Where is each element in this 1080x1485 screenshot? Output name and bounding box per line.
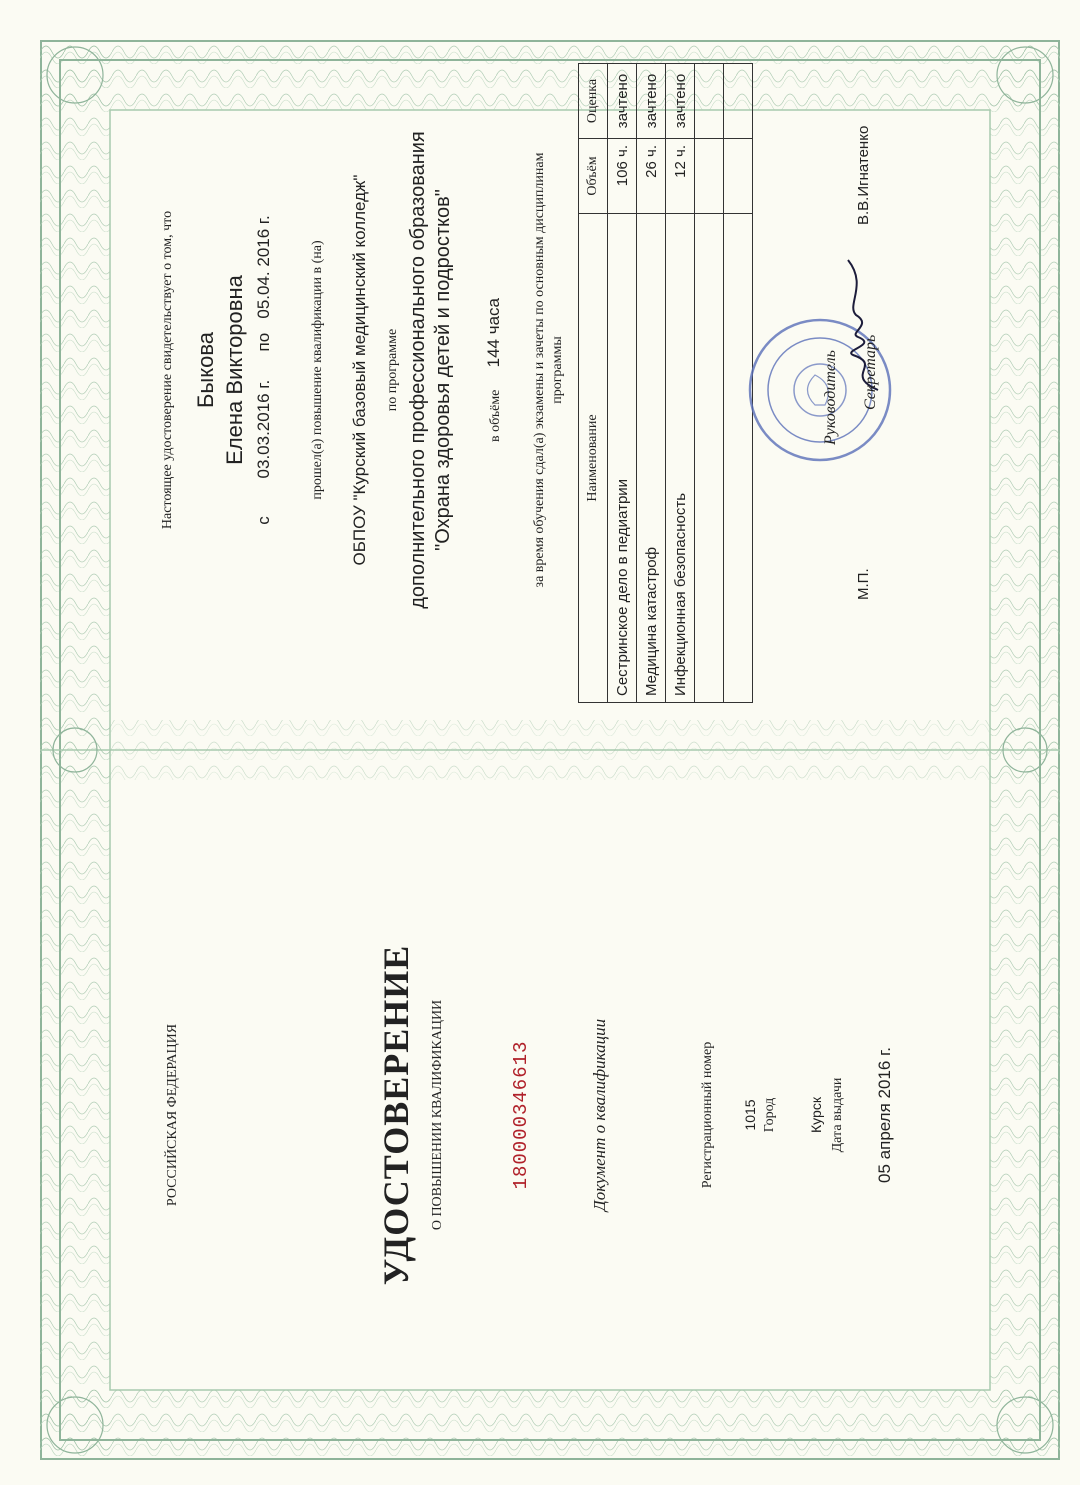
passed-text: прошел(а) повышение квалификации в (на) <box>310 240 325 500</box>
city-value: Курск <box>808 1097 824 1133</box>
head-name: В.В.Игнатенко <box>855 125 872 225</box>
subject-grade: зачтено <box>608 64 637 139</box>
secretary-label: Секретарь <box>862 334 879 410</box>
signature-block <box>0 0 1080 740</box>
volume-label: в объёме <box>488 389 503 443</box>
exams-line-1: за время обучения сдал(а) экзамены и зачеты по основным дисциплинам <box>532 152 547 588</box>
institution-name: ОБПОУ "Курский базовый медицинский колледж" <box>350 174 369 566</box>
period-to-label: по <box>254 332 273 352</box>
document-subtitle: О ПОВЫШЕНИИ КВАЛИФИКАЦИИ <box>430 999 445 1231</box>
city-label: Город <box>762 1097 777 1133</box>
cover-panel <box>0 745 1080 1485</box>
period-from: 03.03.2016 г. <box>254 379 273 479</box>
surname: Быкова <box>193 331 218 409</box>
program-line-1: дополнительного профессионального образования <box>407 131 429 609</box>
subject-grade: зачтено <box>666 64 695 139</box>
mp-label: М.П. <box>855 568 872 600</box>
header-grade: Оценка <box>579 64 608 139</box>
document-number: 180000346613 <box>510 1040 532 1190</box>
period-from-label: с <box>254 516 273 525</box>
header-name: Наименование <box>579 214 608 703</box>
subject-volume: 12 ч. <box>666 139 695 214</box>
document-title: УДОСТОВЕРЕНИЕ <box>376 944 416 1286</box>
exams-line-2: программы <box>550 336 565 404</box>
subject-grade: зачтено <box>637 64 666 139</box>
reg-number-label: Регистрационный номер <box>700 1041 715 1189</box>
certifies-text: Настоящее удостоверение свидетельствует о том, что <box>160 210 175 530</box>
volume-value: 144 часа <box>484 298 503 368</box>
period-to: 05.04. 2016 г. <box>254 215 273 319</box>
head-label: Руководитель <box>822 350 839 445</box>
issue-date-label: Дата выдачи <box>830 1077 845 1153</box>
reg-number-value: 1015 <box>742 1099 758 1131</box>
subject-volume: 26 ч. <box>637 139 666 214</box>
subject-name: Инфекционная безопасность <box>666 214 695 703</box>
subject-name: Сестринское дело в педиатрии <box>608 214 637 703</box>
program-line-2: "Охрана здоровья детей и подростков" <box>432 189 454 551</box>
subject-volume: 106 ч. <box>608 139 637 214</box>
issue-date-value: 05 апреля 2016 г. <box>875 1047 894 1183</box>
header-volume: Объём <box>579 139 608 214</box>
country-label: РОССИЙСКАЯ ФЕДЕРАЦИЯ <box>165 1023 180 1207</box>
document-type: Документ о квалификации <box>590 1018 609 1212</box>
given-name: Елена Викторовна <box>222 275 247 465</box>
by-program-label: по программе <box>385 328 400 412</box>
subject-name: Медицина катастроф <box>637 214 666 703</box>
